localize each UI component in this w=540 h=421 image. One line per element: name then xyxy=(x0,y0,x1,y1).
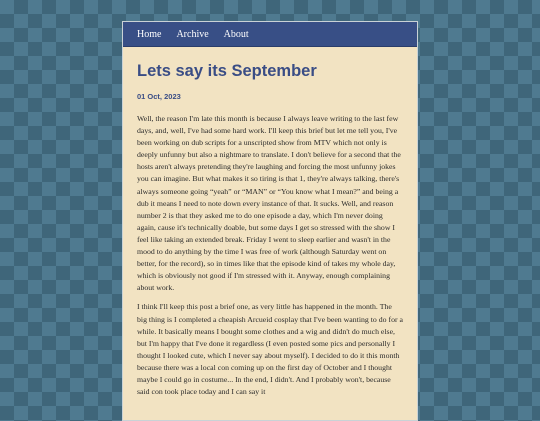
nav-home-link[interactable]: Home xyxy=(137,28,162,40)
post-paragraph: I think I'll keep this post a brief one, as very little has happened in the month. The big thing is I completed a cheapish Arcueid cosplay that I've been wanting to do for a while. It basically means I bought some clothes and a wig and didn't do much else, but I'm happy that I've done it regardless (I even posted some pics and personally I thought I looked cute, which I never say about myself). I decided to do it this month because there was a local con coming up on the first day of October and I thought maybe I could go in costume... In the end, I didn't. And I probably won't, because said con took place today and I can say it xyxy=(137,302,403,397)
nav-about-link[interactable]: About xyxy=(223,28,249,40)
blog-page xyxy=(122,21,418,421)
post-content xyxy=(123,61,417,398)
nav-bar xyxy=(123,22,417,47)
nav-archive-link[interactable]: Archive xyxy=(176,28,209,40)
post-paragraph: Well, the reason I'm late this month is because I always leave writing to the last few days, and, well, I've had some hard work. I'll keep this brief but let me tell you, I've been working on dub scripts for a unscripted show from MTV which not only is deeply unfunny but also a nightmare to translate. I don't believe for a second that the hosts aren't always pretending they're laughing and forcing the most unfunny jokes you can imagine. But what makes it so tiring is that 1, they're always talking, there's always someone going “yeah” or “MAN” or “You know what I mean?” and being a dub it means I need to note down every instance of that. It sucks. Well, and reason number 2 is that they asked me to do one episode a day, which I'm never doing again, cause it's technically doable, but some days I get so stressed with the show I feel like taking an extended break. Friday I went to sleep earlier and wasn't in the mood to do anything by the time I was free of work (although Saturday went on better, for the record), so in times like that the episode kind of takes my whole day, which is obviously not good if I'm stressed with it. Anyway, enough complaining about work. xyxy=(137,114,401,293)
post-date: 01 Oct, 2023 xyxy=(137,92,181,101)
post-title: Lets say its September xyxy=(137,62,317,80)
